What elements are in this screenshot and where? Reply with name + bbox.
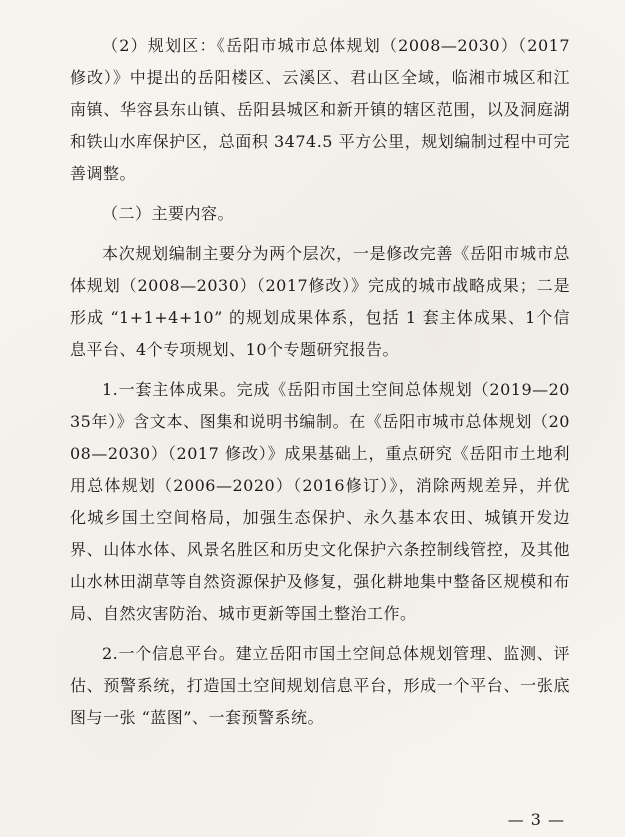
paragraph-information-platform: 2.一个信息平台。建立岳阳市国土空间总体规划管理、监测、评估、预警系统，打造国土空间规划信息平台，形成一个平台、一张底图与一张 “蓝图”、一套预警系统。 [70, 644, 570, 727]
paragraph-main-results: 1.一套主体成果。完成《岳阳市国土空间总体规划（2019—2035年）》含文本、图集和说明书编制。在《岳阳市城市总体规划（2008—2030）（2017 修改）》成果基础上，重点研究《岳阳市土地利用总体规划（2006—2020）（2016修订）》，消除两规差异，并优化城乡国土空间格局，加强生态保护、永久基本农田、城镇开发边界、山体水体、风景名胜区和历史文化保护六条控制线管控，及其他山水林田湖草等自然资源保护及修复，强化耕地集中整备区规模和布局、自然灾害防治、城市更新等国土整治工作。 [70, 380, 570, 623]
paragraph-two-levels: 本次规划编制主要分为两个层次，一是修改完善《岳阳市城市总体规划（2008—2030）（2017修改）》完成的城市战略成果；二是形成 “1+1+4+10” 的规划成果体系，包括 1 套主体成果、1个信息平台、4个专项规划、10个专题研究报告。 [70, 244, 570, 359]
section-heading-main-content: （二）主要内容。 [102, 204, 235, 223]
paragraph-planning-area: （2）规划区：《岳阳市城市总体规划（2008—2030）（2017修改）》中提出的岳阳楼区、云溪区、君山区全域，临湘市城区和江南镇、华容县东山镇、岳阳县城区和新开镇的辖区范围，以及洞庭湖和铁山水库保护区，总面积 3474.5 平方公里，规划编制过程中可完善调整。 [70, 36, 570, 183]
page-number: — 3 — [507, 810, 565, 829]
document-body [70, 30, 570, 742]
